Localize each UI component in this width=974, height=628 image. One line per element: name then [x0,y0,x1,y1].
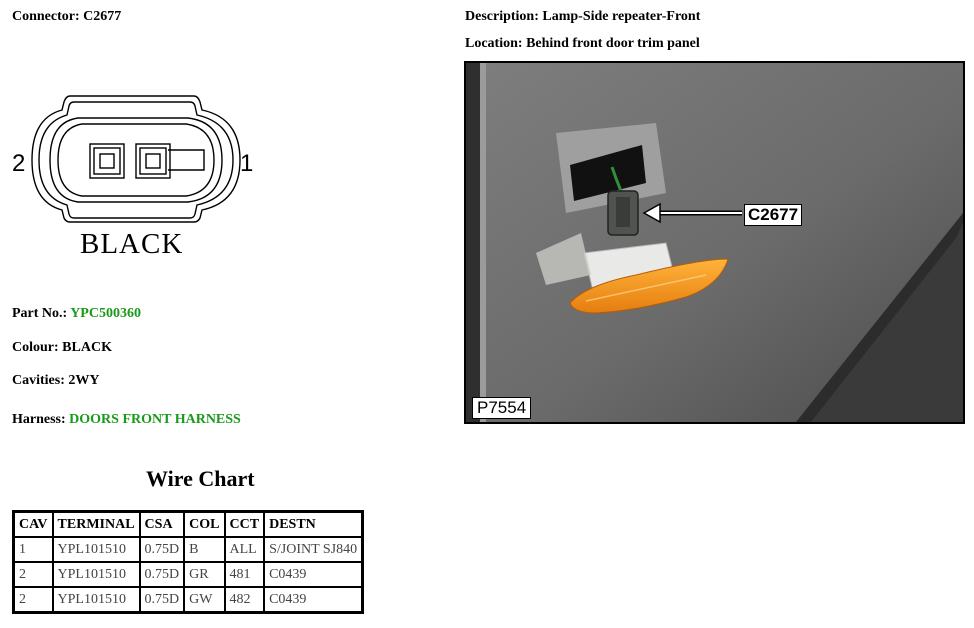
location-value: Behind front door trim panel [526,36,700,51]
header-destn: DESTN [264,512,363,538]
pin-2-label: 2 [12,150,26,177]
part-number-link[interactable]: YPC500360 [70,306,141,321]
part-number-label: Part No.: YPC500360 [12,306,141,321]
header-csa: CSA [140,512,185,538]
location-photo [464,61,965,424]
cell-col: GW [184,587,224,613]
photo-caption: P7554 [472,397,531,419]
cell-terminal: YPL101510 [53,587,140,613]
wire-chart-table [12,510,364,614]
connector-color-label: BLACK [80,228,184,260]
cell-csa: 0.75D [140,537,185,562]
cell-destn: S/JOINT SJ840 [264,537,363,562]
header-terminal: TERMINAL [53,512,140,538]
cell-cav: 2 [14,562,53,587]
connector-face-diagram [8,88,248,228]
cell-cav: 1 [14,537,53,562]
cavities-value: 2WY [68,373,100,388]
cell-destn: C0439 [264,562,363,587]
header-col: COL [184,512,224,538]
description-label: Description: Lamp-Side repeater-Front [465,9,701,24]
table-row [14,537,363,562]
description-value: Lamp-Side repeater-Front [542,9,701,24]
cell-csa: 0.75D [140,562,185,587]
connector-value: C2677 [83,9,122,24]
table-row [14,562,363,587]
location-label: Location: Behind front door trim panel [465,36,700,51]
colour-label: Colour: BLACK [12,340,112,355]
cell-terminal: YPL101510 [53,537,140,562]
photo-illustration [466,63,963,422]
pin-1-label: 1 [240,150,254,177]
cell-cct: 482 [225,587,265,613]
table-header-row [14,512,363,538]
cavities-label: Cavities: 2WY [12,373,100,388]
connector-callout-label: C2677 [744,204,802,226]
harness-link[interactable]: DOORS FRONT HARNESS [69,412,241,427]
cell-col: GR [184,562,224,587]
cell-cct: ALL [225,537,265,562]
table-row [14,587,363,613]
harness-label: Harness: DOORS FRONT HARNESS [12,412,241,427]
cell-col: B [184,537,224,562]
connector-label: Connector: C2677 [12,9,122,24]
cell-cav: 2 [14,587,53,613]
colour-value: BLACK [62,340,112,355]
header-cct: CCT [225,512,265,538]
cell-terminal: YPL101510 [53,562,140,587]
cell-csa: 0.75D [140,587,185,613]
cell-cct: 481 [225,562,265,587]
header-cav: CAV [14,512,53,538]
wire-chart-title: Wire Chart [146,466,255,491]
cell-destn: C0439 [264,587,363,613]
